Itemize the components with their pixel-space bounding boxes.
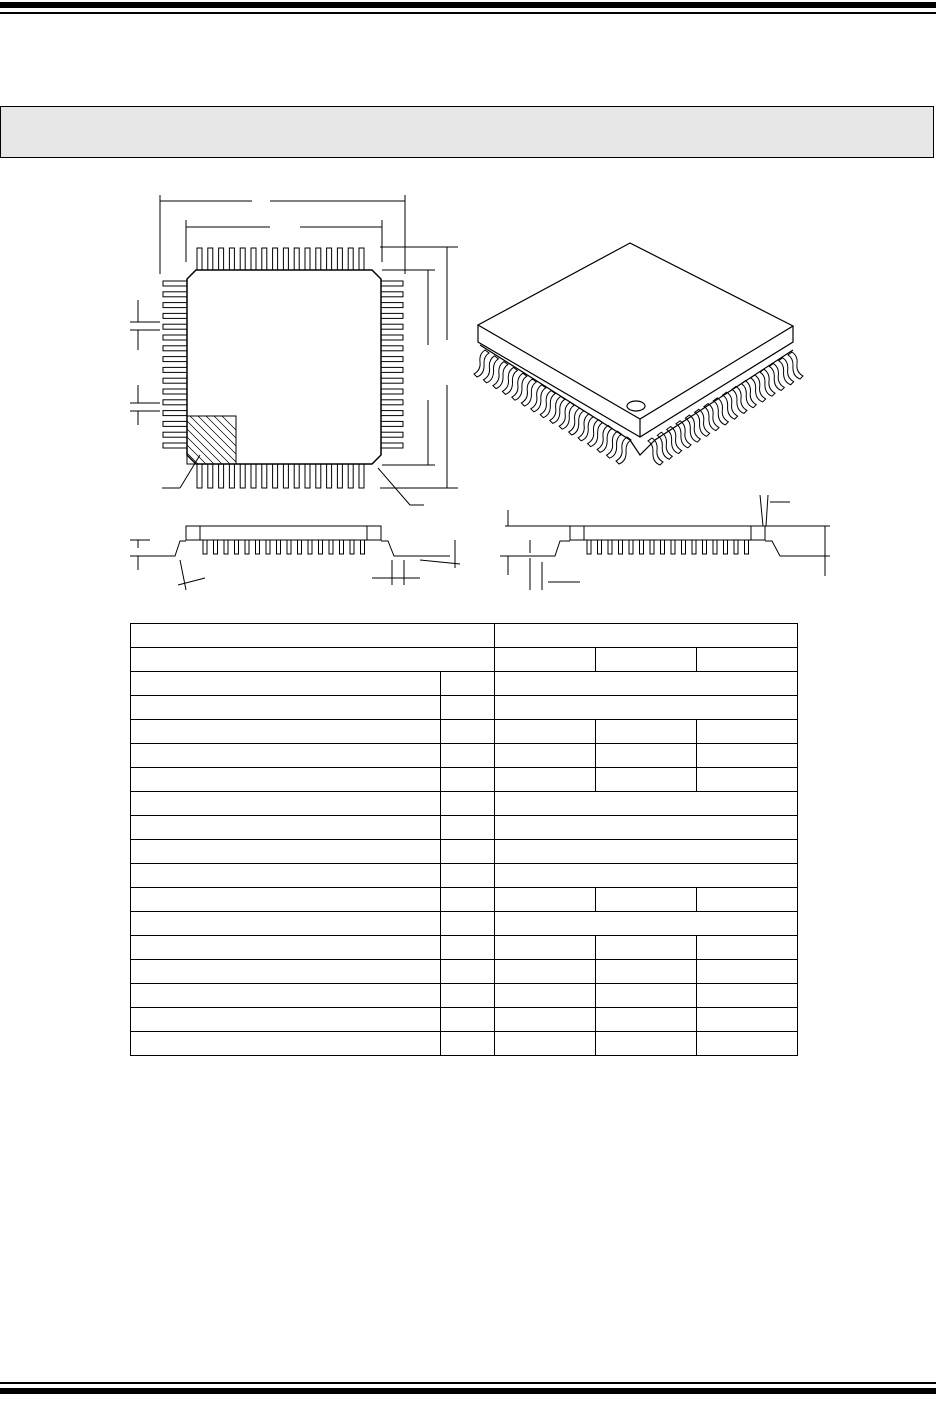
table-row <box>131 792 798 816</box>
lead <box>745 540 749 554</box>
lead <box>671 540 675 554</box>
lead <box>283 464 288 488</box>
table-row <box>131 912 798 936</box>
lead <box>337 464 342 488</box>
lead <box>741 381 756 408</box>
lead <box>163 292 187 297</box>
lead <box>163 335 187 340</box>
lead <box>214 540 218 554</box>
lead <box>163 303 187 308</box>
lead <box>619 540 623 554</box>
lead <box>163 443 187 448</box>
lead <box>616 437 631 464</box>
lead <box>266 540 270 554</box>
lead <box>319 540 323 554</box>
lead <box>587 540 591 554</box>
lead <box>732 386 747 413</box>
lead <box>540 391 555 418</box>
lead <box>163 313 187 318</box>
table-row <box>131 984 798 1008</box>
lead <box>359 248 364 270</box>
dimension-table <box>130 623 798 1056</box>
lead <box>760 369 775 396</box>
lead <box>608 540 612 554</box>
lead <box>512 373 527 400</box>
lead <box>569 408 584 435</box>
iso-view <box>478 243 793 455</box>
lead <box>381 378 403 383</box>
lead <box>381 313 403 318</box>
table-row <box>131 672 798 696</box>
lead <box>163 357 187 362</box>
lead <box>283 248 288 270</box>
lead <box>256 540 260 554</box>
lead <box>348 464 353 488</box>
lead <box>224 540 228 554</box>
lead <box>381 335 403 340</box>
table-row <box>131 840 798 864</box>
lead <box>294 248 299 270</box>
lead <box>359 464 364 488</box>
lead <box>607 431 622 458</box>
lead <box>751 375 766 402</box>
table-row <box>131 960 798 984</box>
lead <box>381 357 403 362</box>
lead <box>361 540 365 554</box>
lead <box>381 292 403 297</box>
lead <box>197 464 202 488</box>
table-row <box>131 1032 798 1056</box>
lead <box>704 404 719 431</box>
table-row <box>131 1008 798 1032</box>
lead <box>779 358 794 385</box>
lead <box>163 389 187 394</box>
lead <box>240 464 245 488</box>
lead <box>251 248 256 270</box>
lead <box>381 324 403 329</box>
lead <box>163 421 187 426</box>
lead <box>327 464 332 488</box>
lead <box>308 540 312 554</box>
lead <box>208 248 213 270</box>
iso-leads <box>474 350 803 465</box>
lead <box>521 379 536 406</box>
lead <box>163 346 187 351</box>
lead <box>578 414 593 441</box>
lead <box>648 438 663 465</box>
lead <box>235 540 239 554</box>
lead <box>381 411 403 416</box>
table-row <box>131 816 798 840</box>
lead <box>229 248 234 270</box>
lead <box>724 540 728 554</box>
lead <box>163 324 187 329</box>
lead <box>713 398 728 425</box>
footer-rule-thin <box>0 1382 936 1384</box>
side-leads-left <box>203 540 365 554</box>
side-view-left <box>130 526 460 590</box>
lead <box>273 248 278 270</box>
lead <box>163 367 187 372</box>
footer-rule-thick <box>0 1388 936 1394</box>
header-rule-thick <box>0 2 936 8</box>
lead <box>163 400 187 405</box>
lead <box>483 356 498 383</box>
table-row <box>131 624 798 648</box>
lead <box>381 281 403 286</box>
lead <box>682 540 686 554</box>
table-row <box>131 744 798 768</box>
lead <box>381 421 403 426</box>
package-title-box <box>0 106 934 158</box>
table-row <box>131 720 798 744</box>
lead <box>329 540 333 554</box>
lead <box>287 540 291 554</box>
table-row <box>131 648 798 672</box>
lead <box>597 425 612 452</box>
lead <box>703 540 707 554</box>
lead <box>350 540 354 554</box>
lead <box>316 464 321 488</box>
lead <box>298 540 302 554</box>
lead <box>381 389 403 394</box>
lead <box>229 464 234 488</box>
lead <box>661 540 665 554</box>
lead <box>381 346 403 351</box>
lead <box>219 248 224 270</box>
table-row <box>131 864 798 888</box>
lead <box>163 378 187 383</box>
table-row <box>131 696 798 720</box>
lead <box>734 540 738 554</box>
lead <box>327 248 332 270</box>
lead <box>531 385 546 412</box>
header-rule-thin <box>0 12 936 14</box>
lead <box>262 248 267 270</box>
lead <box>493 362 508 389</box>
lead <box>559 402 574 429</box>
lead <box>240 248 245 270</box>
lead <box>277 540 281 554</box>
lead <box>695 409 710 436</box>
top-view <box>130 195 458 505</box>
lead <box>474 350 489 377</box>
lead <box>381 443 403 448</box>
lead <box>197 248 202 270</box>
lead <box>245 540 249 554</box>
lead <box>550 396 565 423</box>
lead <box>788 352 803 379</box>
lead <box>629 540 633 554</box>
lead <box>713 540 717 554</box>
lead <box>208 464 213 488</box>
lead <box>163 411 187 416</box>
lead <box>348 248 353 270</box>
lead <box>203 540 207 554</box>
lead <box>219 464 224 488</box>
table-row <box>131 936 798 960</box>
lead <box>502 367 517 394</box>
lead <box>381 432 403 437</box>
lead <box>381 367 403 372</box>
lead <box>262 464 267 488</box>
side-leads-right <box>587 540 749 554</box>
top-leads <box>163 248 403 488</box>
lead <box>598 540 602 554</box>
lead <box>163 432 187 437</box>
lead <box>640 540 644 554</box>
lead <box>251 464 256 488</box>
lead <box>692 540 696 554</box>
lead <box>316 248 321 270</box>
lead <box>650 540 654 554</box>
lead <box>337 248 342 270</box>
lead <box>340 540 344 554</box>
package-drawing <box>0 170 936 610</box>
lead <box>769 363 784 390</box>
table-row <box>131 888 798 912</box>
lead <box>305 248 310 270</box>
lead <box>381 303 403 308</box>
lead <box>305 464 310 488</box>
lead <box>294 464 299 488</box>
lead <box>163 281 187 286</box>
lead <box>588 420 603 447</box>
lead <box>273 464 278 488</box>
lead <box>381 400 403 405</box>
table-row <box>131 768 798 792</box>
lead <box>723 392 738 419</box>
